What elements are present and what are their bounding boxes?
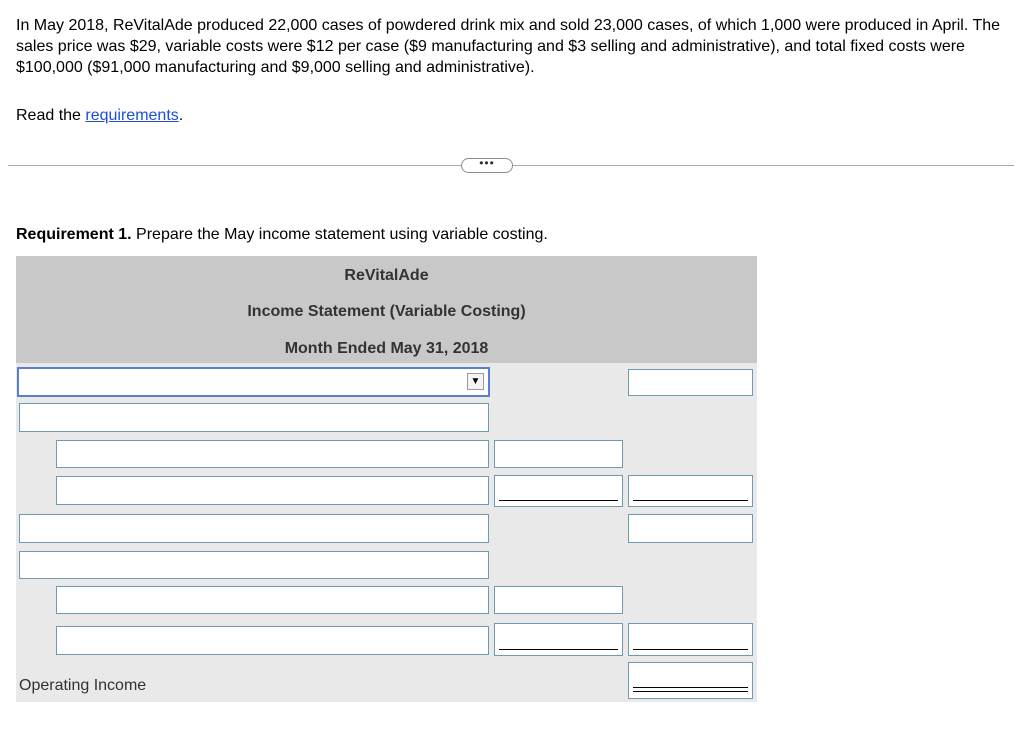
row7-amount-input[interactable] bbox=[494, 586, 623, 614]
operating-income-input[interactable] bbox=[628, 662, 753, 699]
problem-text: In May 2018, ReVitalAde produced 22,000 cases of powdered drink mix and sold 23,000 cases, of which 1,000 were produced in April. The sales price was $29, variable costs were $12 per case ($9 manufacturing and $3 selling and administrative), and total fixed costs were $100,000 ($91,000 manufacturing and $9,000 selling and administrative). bbox=[16, 17, 1001, 76]
read-requirements-line bbox=[16, 105, 183, 126]
company-name: ReVitalAde bbox=[344, 267, 429, 284]
row5-label-select[interactable] bbox=[19, 514, 489, 543]
double-underline-bottom bbox=[633, 691, 748, 692]
single-underline bbox=[499, 649, 618, 650]
row4-total-input[interactable] bbox=[628, 475, 753, 507]
row8-label-select[interactable] bbox=[56, 626, 489, 655]
row2-label-select[interactable] bbox=[19, 403, 489, 432]
row7-label-select[interactable] bbox=[56, 586, 489, 614]
row4-amount-input[interactable] bbox=[494, 475, 623, 507]
single-underline bbox=[633, 500, 748, 501]
operating-income-label: Operating Income bbox=[19, 677, 147, 694]
row4-label-select[interactable] bbox=[56, 476, 489, 505]
requirements-link[interactable]: requirements bbox=[85, 107, 179, 124]
row5-total-input[interactable] bbox=[628, 514, 753, 543]
statement-header bbox=[16, 256, 757, 363]
row8-total-input[interactable] bbox=[628, 623, 753, 656]
single-underline bbox=[633, 649, 748, 650]
statement-title: Income Statement (Variable Costing) bbox=[247, 303, 526, 320]
requirement-label: Requirement 1. bbox=[16, 226, 132, 243]
row3-amount-input[interactable] bbox=[494, 440, 623, 468]
row1-label-select[interactable] bbox=[17, 367, 490, 397]
row3-label-select[interactable] bbox=[56, 440, 489, 468]
chevron-down-icon[interactable]: ▼ bbox=[467, 373, 484, 390]
row6-label-select[interactable] bbox=[19, 551, 489, 579]
requirement-text: Prepare the May income statement using variable costing. bbox=[131, 226, 548, 243]
row1-total-input[interactable] bbox=[628, 369, 753, 396]
double-underline-top bbox=[633, 687, 748, 688]
requirement-heading bbox=[16, 224, 548, 245]
read-suffix: . bbox=[178, 107, 184, 124]
row8-amount-input[interactable] bbox=[494, 623, 623, 656]
single-underline bbox=[499, 500, 618, 501]
statement-period: Month Ended May 31, 2018 bbox=[284, 340, 489, 357]
read-prefix: Read the bbox=[16, 107, 86, 124]
income-statement-table bbox=[16, 256, 757, 702]
expand-more-button[interactable]: ••• bbox=[461, 158, 513, 173]
